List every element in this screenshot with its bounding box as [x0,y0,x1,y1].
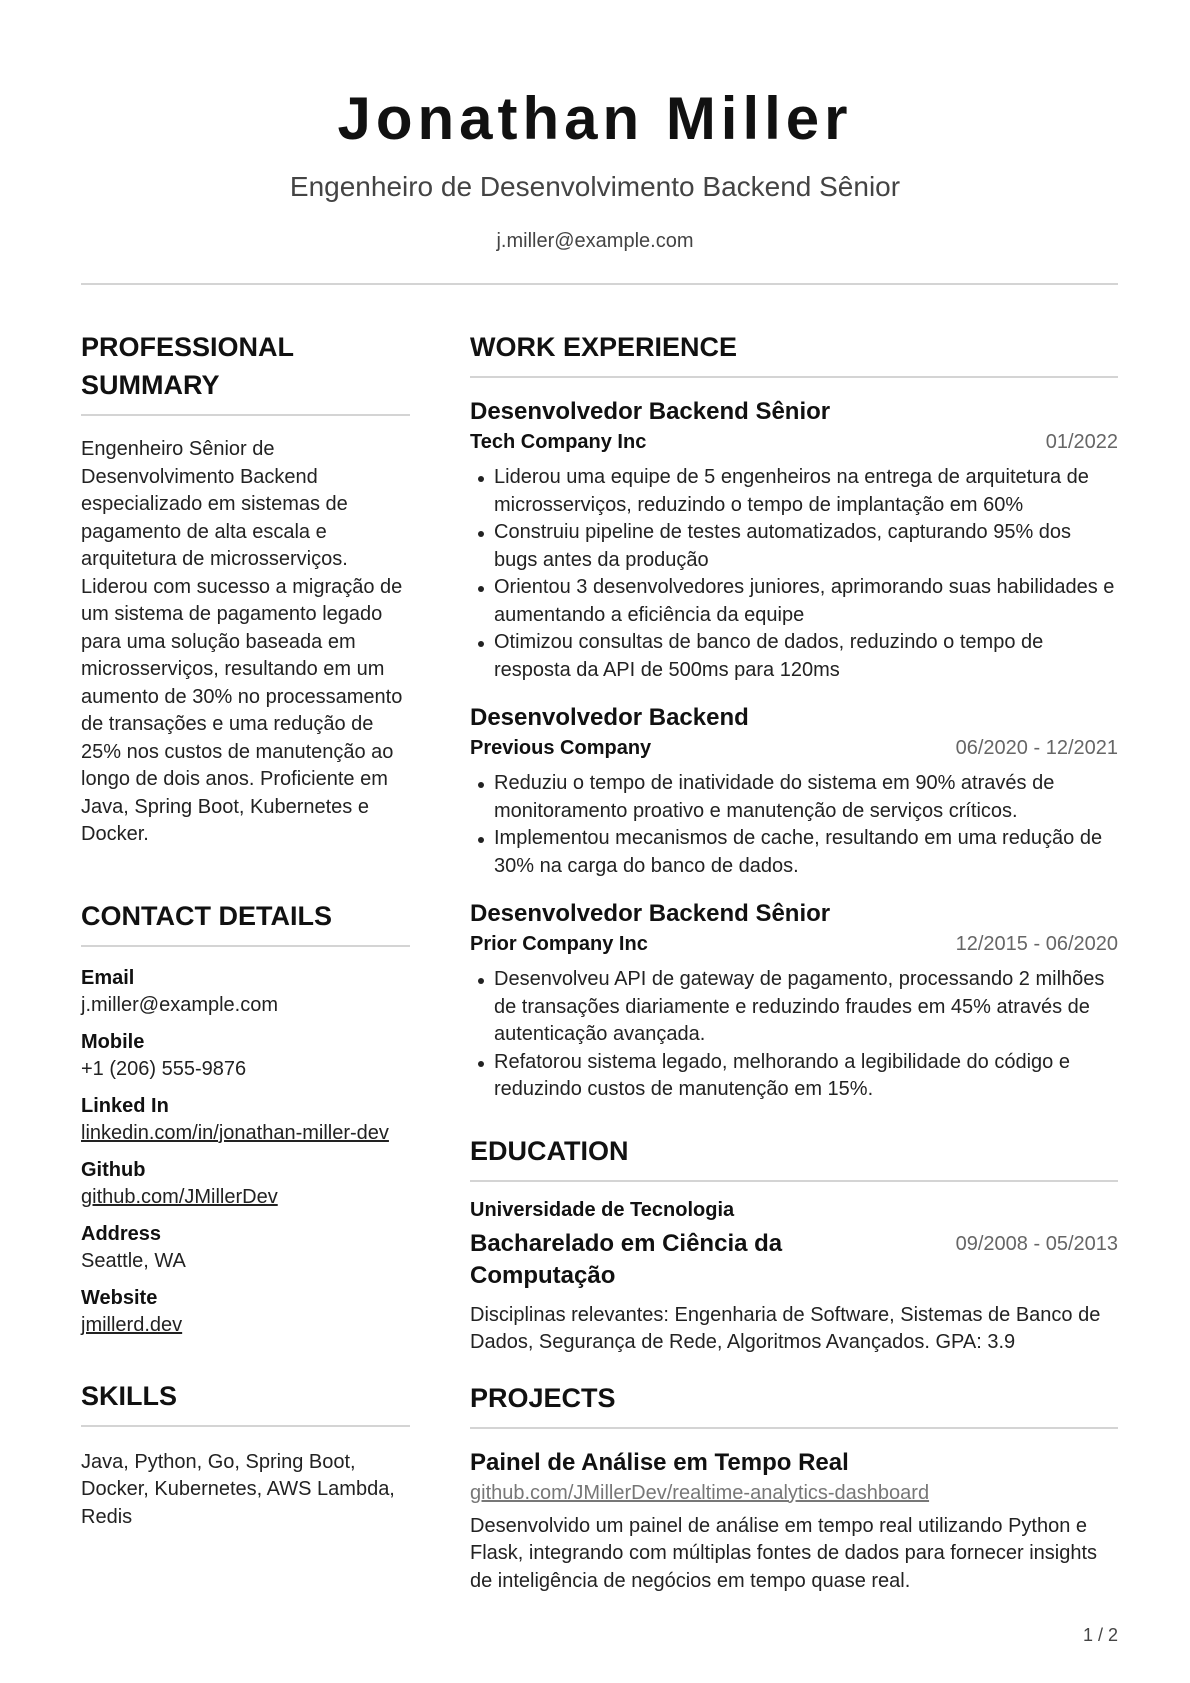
education-heading: EDUCATION [470,1135,629,1166]
candidate-title: Engenheiro de Desenvolvimento Backend Sênior [289,171,901,202]
project-link[interactable]: github.com/JMillerDev/realtime-analytics-dashboard [470,1481,930,1504]
contact-value-mobile: +1 (206) 555-9876 [81,1057,247,1080]
list-item: Orientou 3 desenvolvedores juniores, aprimorando suas habilidades e aumentando a eficiência da equipe [470,574,1118,629]
projects-section [470,1379,1118,1596]
job-entry [470,396,1118,684]
contact-value-email[interactable]: j.miller@example.com [81,993,279,1016]
contact-label-mobile: Mobile [81,1030,145,1053]
section-divider [81,945,410,947]
job-bullets [470,464,1118,684]
job-bullets [470,770,1118,880]
website-link[interactable]: jmillerd.dev [81,1313,183,1336]
list-item: Construiu pipeline de testes automatizados, capturando 95% dos bugs antes da produção [470,519,1118,574]
education-description: Disciplinas relevantes: Engenharia de Software, Sistemas de Banco de Dados, Segurança de Rede, Algoritmos Avançados. GPA: 3.9 [470,1303,1101,1353]
skills-section [81,1377,410,1532]
job-title: Desenvolvedor Backend [470,704,749,731]
list-item: Otimizou consultas de banco de dados, reduzindo o tempo de resposta da API de 500ms para 120ms [470,629,1118,684]
section-divider [470,1180,1118,1182]
list-item: Liderou uma equipe de 5 engenheiros na entrega de arquitetura de microsserviços, reduzindo o tempo de implantação em 60% [470,464,1118,519]
work-section [470,328,1118,1104]
contact-list [81,965,410,1339]
contact-section [81,897,410,1339]
job-date: 12/2015 - 06/2020 [955,933,1118,955]
github-link[interactable]: github.com/JMillerDev [81,1185,278,1208]
left-column [81,328,410,1531]
header-email: j.miller@example.com [496,230,694,252]
candidate-name: Jonathan Miller [337,85,853,152]
header-divider [81,283,1118,285]
job-bullets [470,966,1118,1104]
contact-label-github: Github [81,1158,146,1181]
section-divider [81,414,410,416]
summary-section [81,328,410,849]
contact-value-address: Seattle, WA [81,1249,186,1272]
summary-heading: PROFESSIONAL SUMMARY [81,332,294,400]
projects-heading: PROJECTS [470,1382,616,1413]
section-divider [470,1427,1118,1429]
list-item: Implementou mecanismos de cache, resultando em uma redução de 30% na carga do banco de dados. [470,825,1118,880]
job-company: Previous Company [470,737,652,759]
education-school: Universidade de Tecnologia [470,1198,735,1221]
contact-label-website: Website [81,1286,158,1309]
education-section [470,1132,1118,1357]
section-divider [81,1425,410,1427]
contact-heading: CONTACT DETAILS [81,900,332,931]
job-company: Prior Company Inc [470,933,648,955]
list-item: Refatorou sistema legado, melhorando a legibilidade do código e reduzindo custos de manutenção em 15%. [470,1049,1118,1104]
job-entry [470,898,1118,1104]
linkedin-link[interactable]: linkedin.com/in/jonathan-miller-dev [81,1121,389,1144]
job-title: Desenvolvedor Backend Sênior [470,398,831,425]
education-date: 09/2008 - 05/2013 [955,1232,1118,1255]
summary-text: Engenheiro Sênior de Desenvolvimento Backend especializado em sistemas de pagamento de alta escala e arquitetura de microsserviços. Liderou com sucesso a migração de um sistema de pagamento legado para uma solução baseada em microsserviços, resultando em um aumento de 30% no processamento de transações e uma redução de 25% nos custos de manutenção ao longo de dois anos. Proficiente em Java, Spring Boot, Kubernetes e Docker. [81,438,403,845]
section-divider [470,376,1118,378]
contact-label-address: Address [81,1222,162,1245]
right-column [470,328,1118,1595]
contact-label-linkedin: Linked In [81,1094,169,1117]
list-item: Desenvolveu API de gateway de pagamento, processando 2 milhões de transações diariamente e reduzindo fraudes em 45% através de autenticação avançada. [470,966,1118,1049]
education-degree: Bacharelado em Ciência da Computação [470,1229,783,1289]
job-company: Tech Company Inc [470,431,647,453]
skills-text: Java, Python, Go, Spring Boot, Docker, Kubernetes, AWS Lambda, Redis [81,1450,395,1528]
contact-label-email: Email [81,966,135,989]
page-number: 1 / 2 [1082,1625,1118,1645]
list-item: Reduziu o tempo de inatividade do sistema em 90% através de monitoramento proativo e manutenção de serviços críticos. [470,770,1118,825]
job-date: 06/2020 - 12/2021 [955,737,1118,759]
skills-heading: SKILLS [81,1380,178,1411]
job-entry [470,702,1118,880]
work-heading: WORK EXPERIENCE [470,332,738,362]
job-title: Desenvolvedor Backend Sênior [470,900,831,927]
project-description: Desenvolvido um painel de análise em tempo real utilizando Python e Flask, integrando com múltiplas fontes de dados para fornecer insights de inteligência de negócios em tempo quase real. [470,1514,1098,1592]
job-date: 01/2022 [1045,431,1118,453]
project-title: Painel de Análise em Tempo Real [470,1448,849,1476]
